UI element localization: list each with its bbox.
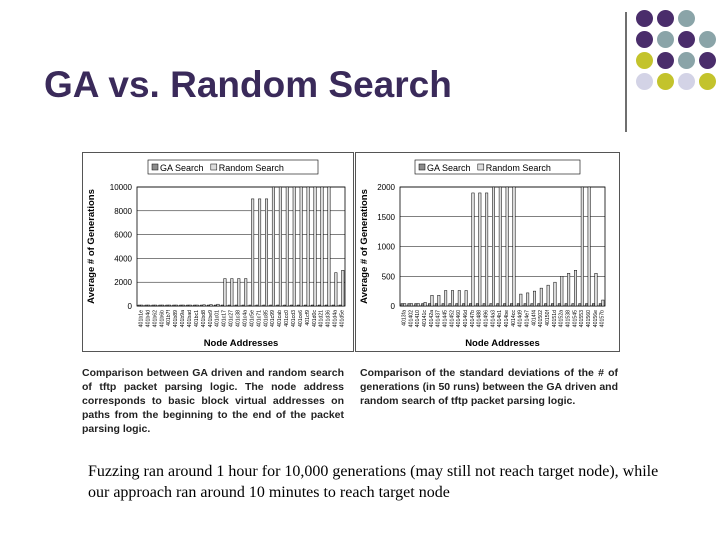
x-tick-label: 401cab (277, 310, 284, 328)
bar (415, 304, 417, 306)
bar (506, 187, 508, 306)
x-tick-label: 401c71 (256, 310, 263, 328)
x-tick-label: 401b4d (145, 310, 152, 328)
y-tick-label: 0 (127, 302, 132, 311)
bar (249, 305, 251, 306)
decor-dot (678, 52, 695, 69)
bar (284, 305, 286, 306)
bar (558, 304, 560, 306)
bar (217, 304, 219, 306)
bar (497, 304, 499, 306)
bar (300, 187, 302, 306)
x-tick-label: 401b89 (173, 310, 180, 328)
x-tick-label: 4013fa (401, 310, 408, 326)
bar (476, 304, 478, 306)
bar (297, 305, 299, 306)
x-tick-label: 401cf9 (304, 310, 311, 326)
bar (154, 305, 156, 306)
x-tick-label: 401545 (572, 310, 579, 328)
bar (335, 273, 337, 306)
bar (321, 187, 323, 306)
bar (547, 285, 549, 306)
bar (579, 304, 581, 306)
bar (307, 187, 309, 306)
bar (533, 291, 535, 306)
bar (265, 199, 267, 306)
x-tick-label: 401553 (579, 310, 586, 328)
x-tick-label: 4014be (503, 310, 510, 328)
x-tick-label: 401d5e (339, 310, 346, 328)
x-tick-label: 40152a (558, 310, 565, 328)
y-tick-label: 6000 (114, 230, 132, 240)
y-tick-label: 1000 (377, 242, 395, 252)
bar (462, 304, 464, 306)
bar (538, 304, 540, 306)
bar (224, 279, 226, 306)
chart-right-svg (355, 152, 620, 352)
bar (286, 187, 288, 306)
bar (513, 187, 515, 306)
bar (147, 305, 149, 306)
x-tick-label: 4014f4 (531, 310, 538, 326)
x-tick-label: 401c38 (235, 310, 242, 328)
bar (291, 305, 293, 306)
bar (431, 295, 433, 306)
x-tick-label: 401b1e (138, 310, 145, 328)
bar (444, 291, 446, 306)
caption-right: Comparison of the standard deviations of the # of generations (in 50 runs) between the GA driven and random search of tftp packet parsing logic. (360, 367, 618, 407)
bar (456, 304, 458, 306)
x-tick-label: 40157b (599, 310, 606, 328)
bar (574, 270, 576, 306)
bar (410, 304, 412, 306)
x-tick-label: 401ce6 (297, 310, 304, 328)
bar (479, 193, 481, 306)
decor-dot (636, 73, 653, 90)
x-axis-label: Node Addresses (465, 338, 540, 349)
bar (465, 291, 467, 306)
bar (503, 304, 505, 306)
x-tick-label: 401402 (408, 310, 415, 328)
bar (145, 305, 147, 306)
bar (421, 304, 423, 306)
legend-entry: Random Search (218, 163, 284, 173)
bar (524, 304, 526, 306)
bar (403, 304, 405, 306)
x-tick-label: 40142a (428, 310, 435, 328)
bar (342, 270, 344, 306)
y-tick-label: 4000 (114, 254, 132, 264)
bar (408, 304, 410, 306)
y-tick-label: 0 (390, 302, 395, 311)
slide-title: GA vs. Random Search (44, 64, 452, 105)
bar (193, 305, 195, 306)
legend-entry: GA Search (160, 163, 204, 173)
y-tick-label: 2000 (377, 183, 395, 192)
bar (438, 295, 440, 306)
bar (263, 305, 265, 306)
x-tick-label: 4014d9 (517, 310, 524, 328)
bar (588, 187, 590, 306)
bar (572, 304, 574, 306)
bar (520, 294, 522, 306)
bar (332, 305, 334, 306)
x-tick-label: 401560 (585, 310, 592, 328)
bar (517, 304, 519, 306)
chart-left-svg (82, 152, 354, 352)
x-tick-label: 40156e (592, 310, 599, 328)
x-tick-label: 401bd8 (200, 310, 207, 328)
legend-swatch (419, 164, 425, 170)
bar (592, 304, 594, 306)
x-tick-label: 401b6b (159, 310, 166, 328)
decor-dot (657, 31, 674, 48)
y-axis-label: Average # of Generations (86, 189, 97, 304)
x-tick-label: 401c5e (249, 310, 256, 328)
y-tick-label: 8000 (114, 206, 132, 216)
bar (483, 304, 485, 306)
bar (485, 193, 487, 306)
bar (258, 199, 260, 306)
bar (168, 305, 170, 306)
x-tick-label: 401c85 (263, 310, 270, 328)
x-tick-label: 40147b (469, 310, 476, 328)
bar (161, 305, 163, 306)
x-tick-label: 40151d (551, 310, 558, 328)
bar (293, 187, 295, 306)
x-tick-label: 40150f (544, 310, 551, 326)
x-tick-label: 401538 (565, 310, 572, 328)
x-tick-label: 4014e7 (524, 310, 531, 328)
bar (235, 305, 237, 306)
bar (140, 305, 142, 306)
bar (214, 305, 216, 306)
decor-dot (699, 73, 716, 90)
bar (251, 199, 253, 306)
bar (196, 305, 198, 306)
bar (318, 305, 320, 306)
x-tick-label: 401bad (187, 310, 193, 328)
bar (492, 187, 494, 306)
x-tick-label: 401c4a (242, 310, 249, 328)
decor-dot (678, 73, 695, 90)
bar (510, 304, 512, 306)
x-tick-label: 401c99 (270, 310, 277, 328)
bar (311, 305, 313, 306)
bar (279, 187, 281, 306)
bar (244, 279, 246, 306)
x-tick-label: 401cd3 (291, 310, 297, 328)
x-tick-label: 401410 (415, 310, 422, 328)
bar (442, 304, 444, 306)
bar (187, 305, 189, 306)
y-tick-label: 1500 (377, 212, 395, 222)
decor-dot (636, 10, 653, 27)
bar (203, 305, 205, 306)
bar (451, 291, 453, 306)
bar (599, 304, 601, 306)
decor-dot (699, 31, 716, 48)
bar (228, 305, 230, 306)
x-tick-label: 401452 (449, 310, 456, 328)
bar (189, 305, 191, 306)
bar (472, 193, 474, 306)
bar (458, 291, 460, 306)
x-tick-label: 40141c (421, 310, 428, 328)
bar (540, 288, 542, 306)
bar (435, 304, 437, 306)
x-tick-label: 401502 (538, 310, 545, 328)
x-axis-label: Node Addresses (203, 338, 279, 349)
bar (339, 305, 341, 306)
legend (148, 160, 318, 174)
chart-left (82, 152, 354, 352)
bar (173, 305, 175, 306)
x-tick-label: 4014a3 (490, 310, 497, 328)
y-tick-label: 2000 (114, 278, 132, 288)
bar (182, 305, 184, 306)
legend (415, 160, 580, 174)
x-tick-label: 401437 (435, 310, 442, 328)
bar (175, 305, 177, 306)
x-tick-label: 401d36 (325, 310, 332, 328)
bar (242, 305, 244, 306)
x-tick-label: 401460 (456, 310, 463, 328)
bar (314, 187, 316, 306)
bar (526, 293, 528, 306)
bar (207, 305, 209, 306)
bar (270, 305, 272, 306)
bar (180, 305, 182, 306)
bar (554, 282, 556, 306)
bar (581, 187, 583, 306)
decor-dot (636, 31, 653, 48)
x-tick-label: 401d0c (311, 310, 318, 328)
bar (565, 304, 567, 306)
bar (428, 304, 430, 306)
x-tick-label: 401b7f (166, 310, 173, 326)
decor-dot (678, 10, 695, 27)
bar (238, 279, 240, 306)
legend-entry: GA Search (427, 163, 471, 173)
legend-swatch (152, 164, 158, 170)
decor-dot (657, 10, 674, 27)
decor-dot (678, 31, 695, 48)
x-tick-label: 401d21 (318, 310, 325, 328)
bar (277, 305, 279, 306)
bar (499, 187, 501, 306)
decor-dot (636, 52, 653, 69)
bar (551, 304, 553, 306)
x-tick-label: 401488 (476, 310, 483, 328)
bar (585, 304, 587, 306)
decor-dot (699, 52, 716, 69)
bar (328, 187, 330, 306)
decor-vertical-line (625, 12, 627, 132)
bar (567, 273, 569, 306)
x-tick-label: 401bc1 (193, 310, 200, 328)
bar (417, 304, 419, 306)
x-tick-label: 401b62 (152, 310, 159, 328)
bottom-text: Fuzzing ran around 1 hour for 10,000 generations (may still not reach target node), while our approach ran around 10 minutes to reach target node (88, 463, 659, 501)
y-axis-label: Average # of Generations (359, 189, 370, 304)
x-tick-label: 401be9 (207, 310, 214, 328)
legend-swatch (478, 164, 484, 170)
y-tick-label: 10000 (109, 183, 132, 192)
x-tick-label: 401496 (483, 310, 490, 328)
bar (231, 279, 233, 306)
legend-swatch (211, 164, 217, 170)
legend-entry: Random Search (485, 163, 551, 173)
bar (561, 276, 563, 306)
bar (490, 304, 492, 306)
x-tick-label: 40146d (462, 310, 469, 328)
bar (138, 305, 140, 306)
bar (531, 304, 533, 306)
x-tick-label: 401c27 (228, 310, 235, 328)
x-tick-label: 401c01 (214, 310, 221, 328)
bar (159, 305, 161, 306)
bar (424, 302, 426, 306)
bar (602, 300, 604, 306)
bar (221, 305, 223, 306)
bar (595, 273, 597, 306)
bar (449, 304, 451, 306)
bar (200, 305, 202, 306)
bar (325, 305, 327, 306)
bar (166, 305, 168, 306)
decor-dot (657, 73, 674, 90)
bar (272, 187, 274, 306)
x-tick-label: 401d4a (332, 310, 339, 328)
bar (469, 304, 471, 306)
y-tick-label: 500 (381, 272, 395, 282)
x-tick-label: 401cc0 (284, 310, 291, 327)
bar (256, 305, 258, 306)
decor-dot (657, 52, 674, 69)
x-tick-label: 401b9a (180, 310, 187, 328)
bar (152, 305, 154, 306)
x-tick-label: 4014b1 (497, 310, 504, 328)
bar (210, 305, 212, 306)
caption-left: Comparison between GA driven and random search of tftp packet parsing logic. The node address corresponds to basic block virtual addresses on paths from the beginning to the end of the packet parsing logic. (82, 367, 344, 435)
x-tick-label: 401445 (442, 310, 449, 328)
x-tick-label: 401c17 (221, 310, 228, 328)
chart-right (355, 152, 620, 352)
x-tick-label: 4014cc (510, 310, 517, 327)
bar (401, 304, 403, 306)
bar (544, 304, 546, 306)
bar (304, 305, 306, 306)
